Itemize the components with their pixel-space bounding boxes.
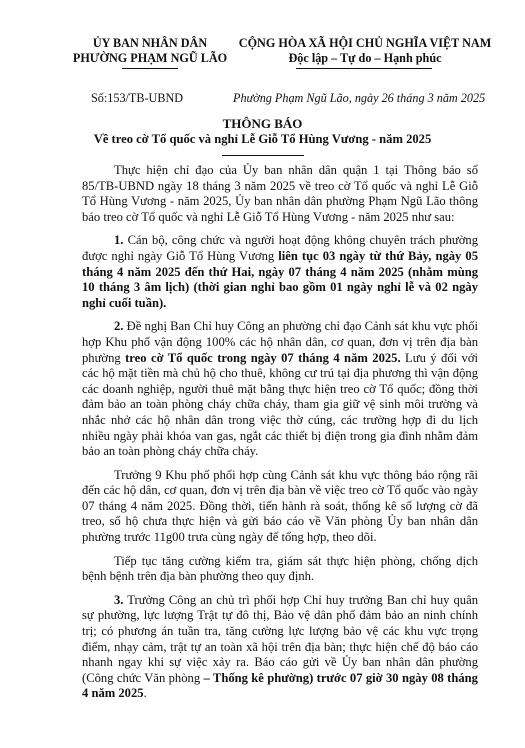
agency-underline — [122, 68, 178, 69]
paragraph-5-text-a: Trưởng Công an chủ trì phối hợp Chỉ huy trưởng Ban chỉ huy quân sự phường, lực lượng Trật tự đô thị, Bảo vệ dân phố đảm bảo an ninh chính trị; có phương án tuần tra, tăng cường lực lượng bảo vệ các khu vực trọng điểm, nhạy cảm, trật tự an toàn xã hội trên địa bàn; thực hiện chế độ báo cáo nhanh ngay khi sự việc xảy ra. Báo cáo gửi về Ủy ban nhân dân phường (Công chức Văn phòng — [82, 592, 478, 685]
paragraph-1 — [82, 233, 478, 311]
paragraph-5-number: 3. — [114, 592, 124, 607]
agency-name-line2: PHƯỜNG PHẠM NGŨ LÃO — [72, 51, 228, 65]
national-title: CỘNG HÒA XÃ HỘI CHỦ NGHĨA VIỆT NAM — [238, 36, 492, 50]
intro-text: Thực hiện chỉ đạo của Ủy ban nhân dân quận 1 tại Thông báo số 85/TB-UBND ngày 18 tháng 3 năm 2025 về treo cờ Tổ quốc và nghỉ Lễ Giỗ Tổ Hùng Vương - năm 2025, Ủy ban nhân dân phường Phạm Ngũ Lão thông báo treo cờ Tổ quốc và nghỉ Lễ Giỗ Tổ Hùng Vương - năm 2025 như sau: — [82, 163, 478, 224]
paragraph-1-number: 1. — [114, 233, 124, 248]
paragraph-5-end: . — [143, 686, 147, 701]
paragraph-2-number: 2. — [114, 319, 124, 334]
document-body — [82, 163, 478, 710]
paragraph-3-text: Trưởng 9 Khu phố phối hợp cùng Cảnh sát khu vực thông báo rộng rãi đến các hộ dân, cơ quan, đơn vị trên địa bàn về việc treo cờ Tổ quốc vào ngày 07 tháng 4 năm 2025. Đồng thời, tiến hành rà soát, thống kê số lượng cờ đã treo, số hộ chưa thực hiện và gửi báo cáo về Văn phòng Ủy ban nhân dân phường trước 11g00 trưa cùng ngày để tổng hợp, theo dõi. — [82, 467, 478, 545]
document-header — [0, 36, 525, 86]
paragraph-5-bold-a: – Thống kê phường) — [203, 670, 314, 685]
document-subtitle: Về treo cờ Tổ quốc và nghỉ Lễ Giỗ Tổ Hùng Vương - năm 2025 — [93, 132, 432, 146]
paragraph-2-bold: treo cờ Tổ quốc trong ngày 07 tháng 4 năm 2025. — [125, 350, 401, 365]
paragraph-2-text-b: Lưu ý đối với các hộ mặt tiền mà chủ hộ cho thuê, không cư trú tại địa phương thì vận động các doanh nghiệp, người thuê mặt bằng thực hiện treo cờ Tổ quốc; đồng thời đảm bảo an toàn phòng cháy chữa cháy, tham gia giữ vệ sinh môi trường và nhắc nhở các hộ nhân dân trong việc thờ cúng, các trường hợp đi du lịch nhiều ngày phải khóa van gas, ngắt các thiết bị điện trong gia đình nhằm đảm bảo an toàn phòng cháy chữa cháy. — [82, 350, 478, 459]
document-title: THÔNG BÁO — [222, 116, 303, 131]
motto-underline — [296, 68, 432, 69]
paragraph-5 — [82, 593, 478, 702]
paragraph-2-text-a: Đề nghị Ban Chỉ huy Công an phường chỉ đạo Cảnh sát khu vực phối hợp Khu phố vận động 100% các hộ nhân dân, cơ quan, đơn vị trên địa bàn phường — [82, 319, 478, 365]
paragraph-1-bold: liên tục 03 ngày từ thứ Bảy, ngày 05 tháng 4 năm 2025 đến thứ Hai, ngày 07 tháng 4 năm 2025 (nhằm mùng 10 tháng 3 âm lịch) (thời gian nghỉ bao gồm 01 ngày nghỉ lễ và 02 ngày nghỉ cuối tuần). — [82, 248, 478, 310]
agency-name-line1: ỦY BAN NHÂN DÂN — [92, 36, 208, 50]
paragraph-4-text: Tiếp tục tăng cường kiểm tra, giám sát thực hiện phòng, chống dịch bệnh bệnh trên địa bàn phường theo quy định. — [82, 553, 478, 584]
paragraph-4 — [82, 554, 478, 585]
paragraph-2 — [82, 319, 478, 459]
place-date: Phường Phạm Ngũ Lão, ngày 26 tháng 3 năm 2025 — [233, 91, 486, 105]
paragraph-3 — [82, 468, 478, 546]
paragraph-5-bold-b: trước 07 giờ 30 ngày 08 tháng 4 năm 2025 — [82, 670, 478, 701]
national-motto: Độc lập – Tự do – Hạnh phúc — [288, 51, 442, 65]
document-number: Số:153/TB-UBND — [91, 91, 184, 105]
paragraph-1-text: Cán bộ, công chức và người hoạt động không chuyên trách phường được nghỉ ngày Giỗ Tổ Hùng Vương — [82, 233, 478, 263]
intro-paragraph — [82, 163, 478, 225]
title-underline — [222, 155, 304, 156]
